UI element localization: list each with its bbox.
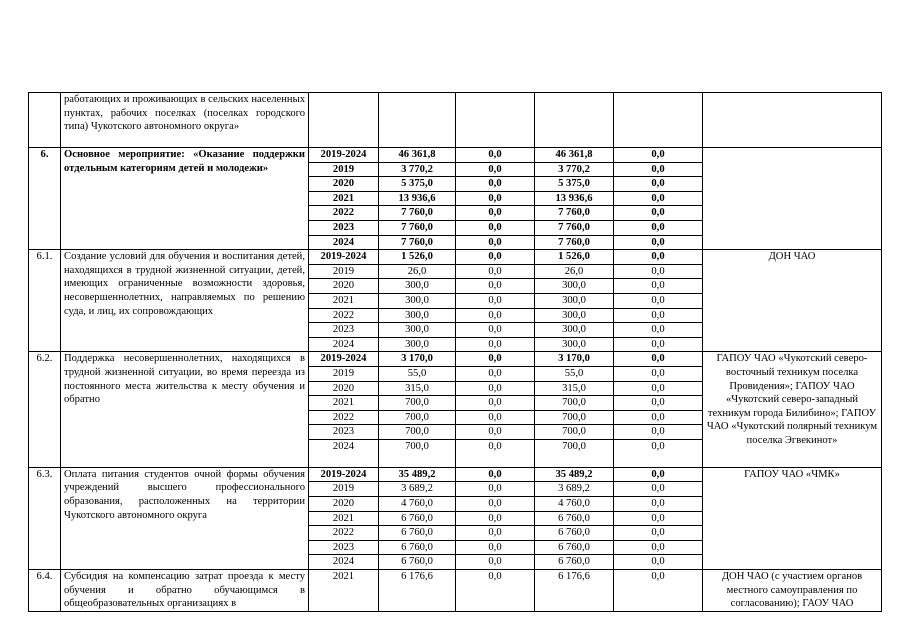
federal-cell: 0,0: [456, 220, 535, 235]
federal-cell: 0,0: [456, 293, 535, 308]
executor-cell: ГАПОУ ЧАО «ЧМК»: [703, 467, 882, 569]
year-cell: 2019-2024: [309, 250, 379, 265]
federal-cell: 0,0: [456, 410, 535, 425]
year-cell: 2020: [309, 279, 379, 294]
row-number: 6.2.: [29, 352, 61, 468]
other-cell: 0,0: [614, 148, 703, 163]
federal-cell: 0,0: [456, 467, 535, 482]
total-cell: 6 760,0: [379, 555, 456, 570]
other-cell: 0,0: [614, 177, 703, 192]
empty-cell: [456, 93, 535, 148]
regional-cell: 7 760,0: [535, 235, 614, 250]
federal-cell: 0,0: [456, 439, 535, 467]
year-cell: 2021: [309, 191, 379, 206]
federal-cell: 0,0: [456, 177, 535, 192]
year-cell: 2023: [309, 425, 379, 440]
other-cell: 0,0: [614, 308, 703, 323]
regional-cell: 300,0: [535, 337, 614, 352]
row-number: 6.1.: [29, 250, 61, 352]
year-cell: 2019: [309, 366, 379, 381]
total-cell: 26,0: [379, 264, 456, 279]
other-cell: 0,0: [614, 396, 703, 411]
other-cell: 0,0: [614, 511, 703, 526]
executor-cell: ДОН ЧАО (с участием органов местного самоуправления по согласованию); ГАОУ ЧАО: [703, 570, 882, 612]
federal-cell: 0,0: [456, 235, 535, 250]
total-cell: 300,0: [379, 337, 456, 352]
regional-cell: 700,0: [535, 439, 614, 467]
total-cell: 7 760,0: [379, 220, 456, 235]
regional-cell: 13 936,6: [535, 191, 614, 206]
table-row: [29, 250, 882, 265]
other-cell: 0,0: [614, 497, 703, 512]
total-cell: 6 760,0: [379, 511, 456, 526]
federal-cell: 0,0: [456, 526, 535, 541]
federal-cell: 0,0: [456, 570, 535, 612]
other-cell: 0,0: [614, 235, 703, 250]
other-cell: 0,0: [614, 206, 703, 221]
row-number: 6.3.: [29, 467, 61, 569]
other-cell: 0,0: [614, 482, 703, 497]
other-cell: 0,0: [614, 540, 703, 555]
total-cell: 300,0: [379, 323, 456, 338]
total-cell: 55,0: [379, 366, 456, 381]
measure-description: Создание условий для обучения и воспитания детей, находящихся в трудной жизненной ситуации, детей, имеющих ограниченные возможности здоровья, несовершеннолетних, направляемых по решению суда, и лиц, их сопровождающих: [61, 250, 309, 352]
total-cell: 4 760,0: [379, 497, 456, 512]
regional-cell: 6 176,6: [535, 570, 614, 612]
year-cell: 2021: [309, 293, 379, 308]
year-cell: 2024: [309, 439, 379, 467]
federal-cell: 0,0: [456, 497, 535, 512]
regional-cell: 300,0: [535, 279, 614, 294]
federal-cell: 0,0: [456, 366, 535, 381]
federal-cell: 0,0: [456, 162, 535, 177]
total-cell: 6 760,0: [379, 526, 456, 541]
federal-cell: 0,0: [456, 337, 535, 352]
regional-cell: 1 526,0: [535, 250, 614, 265]
regional-cell: 7 760,0: [535, 220, 614, 235]
year-cell: 2024: [309, 555, 379, 570]
empty-cell: [703, 93, 882, 148]
year-cell: 2022: [309, 410, 379, 425]
measure-description: Поддержка несовершеннолетних, находящихся в трудной жизненной ситуации, во время переезда из постоянного места жительства к месту обучения и обратно: [61, 352, 309, 468]
regional-cell: 315,0: [535, 381, 614, 396]
total-cell: 46 361,8: [379, 148, 456, 163]
total-cell: 3 770,2: [379, 162, 456, 177]
regional-cell: 46 361,8: [535, 148, 614, 163]
total-cell: 7 760,0: [379, 235, 456, 250]
other-cell: 0,0: [614, 220, 703, 235]
measure-description: работающих и проживающих в сельских населенных пунктах, рабочих поселках (поселках городского типа) Чукотского автономного округа»: [61, 93, 309, 148]
year-cell: 2023: [309, 220, 379, 235]
other-cell: 0,0: [614, 366, 703, 381]
total-cell: 700,0: [379, 410, 456, 425]
federal-cell: 0,0: [456, 264, 535, 279]
federal-cell: 0,0: [456, 279, 535, 294]
federal-cell: 0,0: [456, 540, 535, 555]
total-cell: 6 760,0: [379, 540, 456, 555]
other-cell: 0,0: [614, 279, 703, 294]
year-cell: 2019: [309, 162, 379, 177]
federal-cell: 0,0: [456, 323, 535, 338]
total-cell: 300,0: [379, 308, 456, 323]
other-cell: 0,0: [614, 191, 703, 206]
year-cell: 2022: [309, 308, 379, 323]
regional-cell: 300,0: [535, 293, 614, 308]
regional-cell: 300,0: [535, 308, 614, 323]
other-cell: 0,0: [614, 293, 703, 308]
regional-cell: 3 689,2: [535, 482, 614, 497]
row-number: [29, 93, 61, 148]
total-cell: 700,0: [379, 439, 456, 467]
regional-cell: 300,0: [535, 323, 614, 338]
year-cell: 2019-2024: [309, 467, 379, 482]
year-cell: 2019: [309, 482, 379, 497]
empty-cell: [535, 93, 614, 148]
year-cell: 2022: [309, 526, 379, 541]
regional-cell: 7 760,0: [535, 206, 614, 221]
total-cell: 13 936,6: [379, 191, 456, 206]
year-cell: 2023: [309, 323, 379, 338]
total-cell: 35 489,2: [379, 467, 456, 482]
total-cell: 700,0: [379, 396, 456, 411]
executor-cell: ГАПОУ ЧАО «Чукотский северо-восточный техникум поселка Провидения»; ГАПОУ ЧАО «Чукотский северо-западный техникум города Билибино»; ГАПОУ ЧАО «Чукотский полярный техникум поселка Эгвекинот»: [703, 352, 882, 468]
federal-cell: 0,0: [456, 250, 535, 265]
other-cell: 0,0: [614, 264, 703, 279]
year-cell: 2019-2024: [309, 148, 379, 163]
continuation-row: [29, 93, 882, 148]
year-cell: 2019: [309, 264, 379, 279]
total-cell: 300,0: [379, 279, 456, 294]
empty-cell: [614, 93, 703, 148]
total-cell: 3 689,2: [379, 482, 456, 497]
other-cell: 0,0: [614, 439, 703, 467]
table-row: [29, 148, 882, 163]
year-cell: 2019-2024: [309, 352, 379, 367]
table-body: [29, 93, 882, 612]
year-cell: 2024: [309, 337, 379, 352]
table-row: [29, 570, 882, 612]
regional-cell: 6 760,0: [535, 511, 614, 526]
federal-cell: 0,0: [456, 191, 535, 206]
year-cell: 2021: [309, 396, 379, 411]
year-cell: 2024: [309, 235, 379, 250]
regional-cell: 55,0: [535, 366, 614, 381]
row-number: 6.4.: [29, 570, 61, 612]
other-cell: 0,0: [614, 410, 703, 425]
regional-cell: 3 770,2: [535, 162, 614, 177]
total-cell: 7 760,0: [379, 206, 456, 221]
empty-cell: [309, 93, 379, 148]
other-cell: 0,0: [614, 337, 703, 352]
total-cell: 5 375,0: [379, 177, 456, 192]
other-cell: 0,0: [614, 555, 703, 570]
federal-cell: 0,0: [456, 148, 535, 163]
federal-cell: 0,0: [456, 352, 535, 367]
year-cell: 2023: [309, 540, 379, 555]
federal-cell: 0,0: [456, 482, 535, 497]
other-cell: 0,0: [614, 352, 703, 367]
total-cell: 1 526,0: [379, 250, 456, 265]
executor-cell: [703, 148, 882, 250]
regional-cell: 700,0: [535, 396, 614, 411]
total-cell: 300,0: [379, 293, 456, 308]
federal-cell: 0,0: [456, 511, 535, 526]
regional-cell: 26,0: [535, 264, 614, 279]
total-cell: 700,0: [379, 425, 456, 440]
measure-description: Основное мероприятие: «Оказание поддержки отдельным категориям детей и молодежи»: [61, 148, 309, 250]
measure-description: Оплата питания студентов очной формы обучения учреждений высшего профессионального образования, расположенных на территории Чукотского автономного округа: [61, 467, 309, 569]
regional-cell: 3 170,0: [535, 352, 614, 367]
federal-cell: 0,0: [456, 396, 535, 411]
table-row: [29, 467, 882, 482]
regional-cell: 700,0: [535, 410, 614, 425]
executor-cell: ДОН ЧАО: [703, 250, 882, 352]
year-cell: 2020: [309, 177, 379, 192]
regional-cell: 6 760,0: [535, 555, 614, 570]
other-cell: 0,0: [614, 323, 703, 338]
total-cell: 315,0: [379, 381, 456, 396]
other-cell: 0,0: [614, 381, 703, 396]
regional-cell: 6 760,0: [535, 526, 614, 541]
measure-description: Субсидия на компенсацию затрат проезда к месту обучения и обратно обучающимся в общеобразовательных организациях в: [61, 570, 309, 612]
federal-cell: 0,0: [456, 308, 535, 323]
federal-cell: 0,0: [456, 206, 535, 221]
federal-cell: 0,0: [456, 425, 535, 440]
regional-cell: 5 375,0: [535, 177, 614, 192]
federal-cell: 0,0: [456, 381, 535, 396]
empty-cell: [379, 93, 456, 148]
regional-cell: 700,0: [535, 425, 614, 440]
total-cell: 3 170,0: [379, 352, 456, 367]
other-cell: 0,0: [614, 162, 703, 177]
table-row: [29, 352, 882, 367]
other-cell: 0,0: [614, 526, 703, 541]
other-cell: 0,0: [614, 425, 703, 440]
row-number: 6.: [29, 148, 61, 250]
regional-cell: 35 489,2: [535, 467, 614, 482]
other-cell: 0,0: [614, 250, 703, 265]
federal-cell: 0,0: [456, 555, 535, 570]
year-cell: 2020: [309, 381, 379, 396]
year-cell: 2022: [309, 206, 379, 221]
total-cell: 6 176,6: [379, 570, 456, 612]
budget-table: [28, 92, 882, 612]
year-cell: 2021: [309, 511, 379, 526]
other-cell: 0,0: [614, 570, 703, 612]
other-cell: 0,0: [614, 467, 703, 482]
year-cell: 2021: [309, 570, 379, 612]
year-cell: 2020: [309, 497, 379, 512]
regional-cell: 6 760,0: [535, 540, 614, 555]
regional-cell: 4 760,0: [535, 497, 614, 512]
